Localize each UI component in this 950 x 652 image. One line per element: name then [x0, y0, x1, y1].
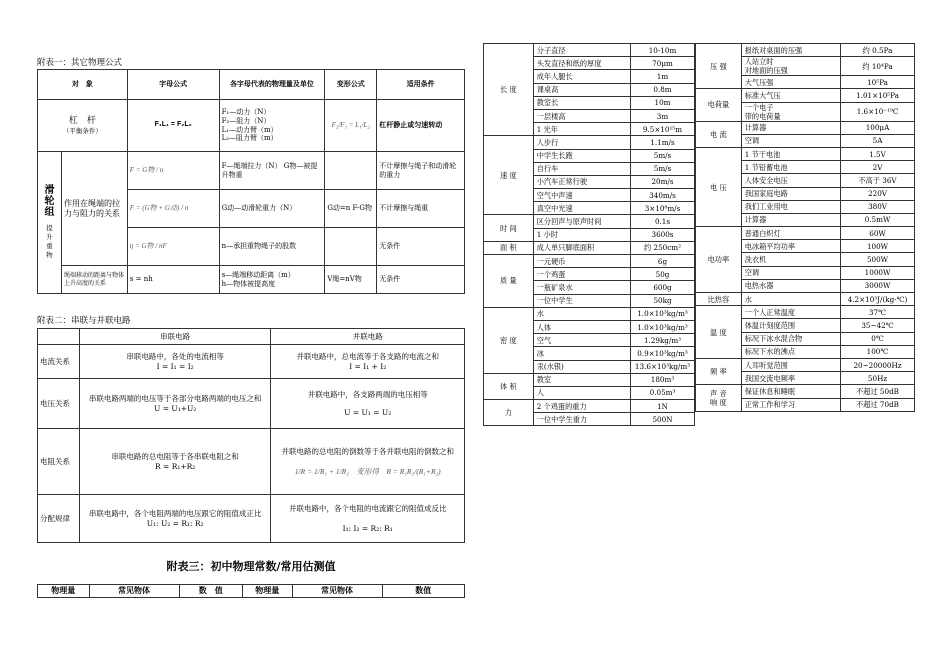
- estimate-value: 0.05m³: [631, 386, 695, 399]
- circuit-header-parallel: 并联电路: [271, 329, 465, 345]
- estimate-value: 3×10⁸m/s: [631, 202, 695, 215]
- estimate-value: 0℃: [841, 332, 915, 345]
- header-condition: 适用条件: [377, 70, 465, 100]
- estimate-group-label: 比热容: [696, 293, 742, 306]
- estimate-value: 50Hz: [841, 372, 915, 385]
- estimate-value: 10⁵Pa: [841, 76, 915, 89]
- appendix2-title: 附表二：串联与并联电路: [37, 316, 131, 326]
- appendix1-title: 附表一：其它物理公式: [37, 58, 123, 68]
- estimate-value: 380V: [841, 200, 915, 213]
- const-header: 物理量: [38, 585, 90, 598]
- estimate-value: 1.5V: [841, 147, 915, 160]
- appendix3-title: 附表三：初中物理常数/常用估测值: [166, 560, 336, 573]
- header-formula: 字母公式: [127, 70, 219, 100]
- pulley-variant-2: G动=n F-G物: [325, 190, 377, 228]
- estimate-object: 我国家庭电路: [741, 187, 840, 200]
- estimate-value: 5A: [841, 134, 915, 147]
- estimate-object: 计算器: [741, 121, 840, 134]
- estimate-group-label: 速 度: [484, 136, 534, 215]
- estimate-object: 2 个鸡蛋的重力: [533, 400, 630, 413]
- estimate-row: [696, 385, 915, 398]
- lever-unit-line: L₂—阻力臂（m）: [221, 134, 278, 143]
- parallel-eq: 1/R = 1/R₁ + 1/R₂ 变形得 R = R₁R₂/(R₁+R₂): [294, 466, 441, 476]
- estimate-value: 340m/s: [631, 189, 695, 202]
- estimate-group-label: 面 积: [484, 241, 534, 254]
- series-eq: I = I₁ = I₂: [156, 361, 194, 371]
- estimate-value: 20m/s: [631, 175, 695, 188]
- estimate-value: 6g: [631, 255, 695, 268]
- lever-sub: （平衡条件）: [62, 127, 102, 136]
- estimate-object: 一个鸡蛋: [533, 268, 630, 281]
- pulley-last-formula: s = nh: [127, 266, 219, 294]
- estimate-row: [484, 400, 695, 413]
- pulley-name: 滑轮组: [44, 184, 55, 218]
- estimate-value: 1.1m/s: [631, 136, 695, 149]
- estimate-value: 500N: [631, 413, 695, 426]
- lever-name: 杠 杆: [68, 115, 96, 126]
- estimate-value: 60W: [841, 227, 915, 240]
- estimate-value: 约 10⁴Pa: [841, 57, 915, 76]
- estimate-object: 成年人腿长: [533, 70, 630, 83]
- estimate-group-label: 长 度: [484, 44, 534, 136]
- estimate-value: 13.6×10³kg/m³: [631, 360, 695, 373]
- estimate-object: 1 节干电池: [741, 147, 840, 160]
- estimate-object: 人体: [533, 320, 630, 333]
- header-object: 对 象: [38, 70, 128, 100]
- estimate-group-label: 压 强: [696, 44, 742, 89]
- pulley-condition-3: 无条件: [377, 228, 465, 266]
- lever-units: [219, 100, 325, 152]
- circuit-header-blank: [38, 329, 80, 345]
- estimate-value: 1N: [631, 400, 695, 413]
- estimate-value: 1.29kg/m³: [631, 334, 695, 347]
- estimate-value: 9.5×10¹⁵m: [631, 123, 695, 136]
- estimate-value: 1m: [631, 70, 695, 83]
- const-header: 常见物体: [292, 585, 382, 598]
- parallel-voltage: [271, 379, 465, 429]
- estimate-object: 电热水器: [741, 279, 840, 292]
- row-label-voltage: 电压关系: [38, 379, 80, 429]
- const-header: 常见物体: [89, 585, 179, 598]
- estimate-value: 0.8m: [631, 83, 695, 96]
- circuit-table: [37, 328, 465, 543]
- estimate-value: 5m/s: [631, 149, 695, 162]
- estimate-value: 600g: [631, 281, 695, 294]
- estimate-value: 1.01×10⁵Pa: [841, 89, 915, 102]
- estimate-object: 一瓶矿泉水: [533, 281, 630, 294]
- estimate-value: 不超过 50dB: [841, 385, 915, 398]
- estimate-row: [484, 241, 695, 254]
- estimate-object: 普通白炽灯: [741, 227, 840, 240]
- series-eq: R = R₁+R₂: [155, 461, 196, 471]
- estimate-value: 1.0×10³kg/m³: [631, 320, 695, 333]
- estimate-object: 教室长: [533, 96, 630, 109]
- pulley-variant-1: [325, 152, 377, 190]
- estimate-object: 小汽车正常行驶: [533, 175, 630, 188]
- pulley-units-2: G动—动滑轮重力（N）: [219, 190, 325, 228]
- series-text: 串联电路中，各处的电流相等: [126, 352, 224, 362]
- estimate-value: 3600s: [631, 228, 695, 241]
- pulley-last-variant: V绳=nV物: [325, 266, 377, 294]
- estimate-object: 电冰箱平均功率: [741, 240, 840, 253]
- estimate-value: 100μA: [841, 121, 915, 134]
- pulley-last-units: [219, 266, 325, 294]
- parallel-text: 并联电路中，各支路两端的电压相等: [307, 390, 428, 400]
- estimate-object: 空气中声速: [533, 189, 630, 202]
- estimate-object: 空调: [741, 134, 840, 147]
- pulley-last-unit-line: s—绳端移动距离（m）: [221, 270, 295, 279]
- estimate-row: [484, 215, 695, 228]
- pulley-variant-3: [325, 228, 377, 266]
- parallel-distribution: [271, 495, 465, 543]
- pulley-cell: [38, 152, 62, 294]
- estimate-object: 一位中学生: [533, 294, 630, 307]
- pulley-side: 提升重物: [46, 223, 53, 260]
- circuit-header-series: 串联电路: [79, 329, 271, 345]
- series-eq: U₁: U₂ = R₁: R₂: [146, 518, 204, 528]
- pulley-units-3: n—承担重物绳子的股数: [219, 228, 325, 266]
- pulley-condition-2: 不计摩擦与绳重: [377, 190, 465, 228]
- series-text: 串联电路的总电阻等于各串联电阻之和: [111, 452, 239, 462]
- pulley-condition-1: 不计摩擦与绳子和动滑轮的重力: [377, 152, 465, 190]
- estimate-object: 报纸对桌面的压强: [741, 44, 840, 57]
- pulley-formula-2: F = (G物 + G动) / n: [127, 190, 219, 228]
- series-eq: U = U₁+U₂: [154, 403, 197, 413]
- estimate-group-label: 电 压: [696, 147, 742, 226]
- estimate-row: [696, 293, 915, 306]
- estimate-row: [484, 255, 695, 268]
- estimate-row: [696, 358, 915, 371]
- estimate-object: 一个电子 带的电荷量: [741, 102, 840, 121]
- estimate-value: 20~20000Hz: [841, 358, 915, 371]
- estimate-value: 2V: [841, 161, 915, 174]
- pulley-desc: 作用在绳端的拉力与阻力的关系: [61, 152, 127, 266]
- estimate-value: 70μm: [631, 57, 695, 70]
- estimate-row: [484, 136, 695, 149]
- series-current: [79, 345, 271, 379]
- estimate-object: 大气压强: [741, 76, 840, 89]
- estimate-object: 标况下水的沸点: [741, 345, 840, 358]
- estimate-object: 人站立时 对地面的压强: [741, 57, 840, 76]
- row-label-resistance: 电阻关系: [38, 429, 80, 495]
- pulley-formula-3: η = G物 / nF: [127, 228, 219, 266]
- parallel-eq: I = I₁ + I₂: [349, 361, 387, 371]
- estimate-group-label: 频 率: [696, 358, 742, 384]
- estimates-right-table: [695, 43, 915, 412]
- estimate-group-label: 密 度: [484, 307, 534, 373]
- estimate-object: 我们工业用电: [741, 200, 840, 213]
- lever-cell: [38, 100, 128, 152]
- estimate-row: [696, 147, 915, 160]
- lever-condition: 杠杆静止或匀速转动: [377, 100, 465, 152]
- estimate-group-label: 电功率: [696, 227, 742, 293]
- estimate-object: 中学生长跑: [533, 149, 630, 162]
- estimate-object: 自行车: [533, 162, 630, 175]
- estimate-object: 成人单只脚底面积: [533, 241, 630, 254]
- estimate-object: 一位中学生重力: [533, 413, 630, 426]
- series-text: 串联电路中，各个电阻两端的电压跟它的阻值成正比: [88, 509, 262, 519]
- estimate-object: 一元硬币: [533, 255, 630, 268]
- estimate-object: 汞(水银): [533, 360, 630, 373]
- estimate-object: 头发直径和纸的厚度: [533, 57, 630, 70]
- estimate-value: 不超过 70dB: [841, 398, 915, 411]
- estimate-group-label: 质 量: [484, 255, 534, 308]
- estimate-group-label: 电 流: [696, 121, 742, 147]
- const-header: 数 值: [179, 585, 242, 598]
- parallel-current: [271, 345, 465, 379]
- estimate-object: 洗衣机: [741, 253, 840, 266]
- estimate-object: 一层楼高: [533, 109, 630, 122]
- estimate-row: [696, 227, 915, 240]
- estimate-group-label: 力: [484, 400, 534, 426]
- series-distribution: [79, 495, 271, 543]
- estimate-value: 50g: [631, 268, 695, 281]
- estimate-value: 1.6×10⁻¹⁹C: [841, 102, 915, 121]
- parallel-text: 并联电路的总电阻的倒数等于各并联电阻的倒数之和: [281, 447, 454, 457]
- estimate-value: 1.0×10³kg/m³: [631, 307, 695, 320]
- estimate-value: 5m/s: [631, 162, 695, 175]
- row-label-distribution: 分配规律: [38, 495, 80, 543]
- estimate-object: 一个人正常温度: [741, 306, 840, 319]
- pulley-formula-1: F = G物 / n: [127, 152, 219, 190]
- estimate-value: 220V: [841, 187, 915, 200]
- series-resistance: [79, 429, 271, 495]
- estimate-value: 10-10m: [631, 44, 695, 57]
- pulley-last-unit-line: h—物体被提高度: [221, 279, 276, 288]
- estimate-object: 水: [533, 307, 630, 320]
- parallel-eq: I₁: I₂ = R₂: R₁: [342, 523, 393, 533]
- estimate-value: 50kg: [631, 294, 695, 307]
- row-label-current: 电流关系: [38, 345, 80, 379]
- estimate-object: 标况下冰水混合物: [741, 332, 840, 345]
- estimate-value: 1000W: [841, 266, 915, 279]
- estimate-object: 课桌高: [533, 83, 630, 96]
- estimate-value: 0.1s: [631, 215, 695, 228]
- const-header: 数值: [382, 585, 464, 598]
- parallel-resistance: [271, 429, 465, 495]
- const-header: 物理量: [242, 585, 292, 598]
- estimate-object: 计算器: [741, 213, 840, 226]
- estimate-object: 空调: [741, 266, 840, 279]
- estimate-object: 标准大气压: [741, 89, 840, 102]
- lever-variant: F₂/F₁ = L₁/L₂: [325, 100, 377, 152]
- lever-formula: F₁L₁ = F₂L₂: [127, 100, 219, 152]
- estimate-value: 4.2×10³J/(kg·℃): [841, 293, 915, 306]
- estimate-object: 1 光年: [533, 123, 630, 136]
- estimate-value: 3000W: [841, 279, 915, 292]
- estimate-object: 保证休息和睡眠: [741, 385, 840, 398]
- estimate-group-label: 声 音 响 度: [696, 385, 742, 411]
- estimate-object: 区分回声与原声时间: [533, 215, 630, 228]
- parallel-text: 并联电路中，各个电阻的电流跟它的阻值成反比: [288, 504, 447, 514]
- estimate-object: 人耳听觉范围: [741, 358, 840, 371]
- estimate-object: 人体安全电压: [741, 174, 840, 187]
- pulley-last-condition: 无条件: [377, 266, 465, 294]
- estimate-value: 约 0.5Pa: [841, 44, 915, 57]
- parallel-text: 并联电路中，总电流等于各支路的电流之和: [296, 352, 439, 362]
- estimate-value: 100W: [841, 240, 915, 253]
- estimate-value: 约 250cm²: [631, 241, 695, 254]
- estimate-value: 500W: [841, 253, 915, 266]
- series-text: 串联电路两端的电压等于各部分电路两端的电压之和: [88, 394, 262, 404]
- series-voltage: [79, 379, 271, 429]
- estimate-object: 冰: [533, 347, 630, 360]
- lever-unit-line: F₁—动力（N）: [221, 108, 271, 116]
- estimate-row: [696, 306, 915, 319]
- lever-unit-line: F₂—阻力（N）: [221, 116, 271, 125]
- estimate-object: 水: [741, 293, 840, 306]
- estimate-value: 0.9×10³kg/m³: [631, 347, 695, 360]
- pulley-units-1: F—绳端拉力（N） G物—被提升物重: [219, 152, 325, 190]
- estimate-row: [484, 44, 695, 57]
- estimate-object: 人: [533, 386, 630, 399]
- estimate-object: 真空中光速: [533, 202, 630, 215]
- estimate-object: 教室: [533, 373, 630, 386]
- estimate-object: 我国交流电频率: [741, 372, 840, 385]
- constants-header-table: [37, 584, 465, 598]
- estimate-object: 人步行: [533, 136, 630, 149]
- estimates-left-table: [483, 43, 695, 426]
- header-units: 各字母代表的物理量及单位: [219, 70, 325, 100]
- pulley-last-desc: 绳端移动的距离与物体上升高度的关系: [61, 266, 127, 294]
- estimate-group-label: 电荷量: [696, 89, 742, 121]
- parallel-eq: U = U₁ = U₂: [344, 407, 392, 417]
- estimates-panel: [483, 43, 915, 473]
- estimate-object: 正常工作和学习: [741, 398, 840, 411]
- estimate-value: 37℃: [841, 306, 915, 319]
- estimate-value: 3m: [631, 109, 695, 122]
- estimate-row: [484, 307, 695, 320]
- lever-unit-line: L₁—动力臂（m）: [221, 125, 278, 134]
- estimate-row: [696, 121, 915, 134]
- estimate-object: 体温计刻度范围: [741, 319, 840, 332]
- estimate-value: 35~42℃: [841, 319, 915, 332]
- estimate-row: [696, 44, 915, 57]
- estimate-row: [484, 373, 695, 386]
- estimate-row: [696, 89, 915, 102]
- estimate-value: 不高于 36V: [841, 174, 915, 187]
- header-variant: 变形公式: [325, 70, 377, 100]
- estimate-object: 分子直径: [533, 44, 630, 57]
- estimate-object: 1 节铅蓄电池: [741, 161, 840, 174]
- estimate-object: 1 小时: [533, 228, 630, 241]
- estimate-object: 空气: [533, 334, 630, 347]
- formula-table: [37, 69, 465, 294]
- estimate-group-label: 温 度: [696, 306, 742, 359]
- estimate-value: 100℃: [841, 345, 915, 358]
- estimate-value: 180m³: [631, 373, 695, 386]
- estimate-value: 0.5mW: [841, 213, 915, 226]
- estimate-value: 10m: [631, 96, 695, 109]
- estimate-group-label: 时 间: [484, 215, 534, 241]
- estimate-group-label: 体 积: [484, 373, 534, 399]
